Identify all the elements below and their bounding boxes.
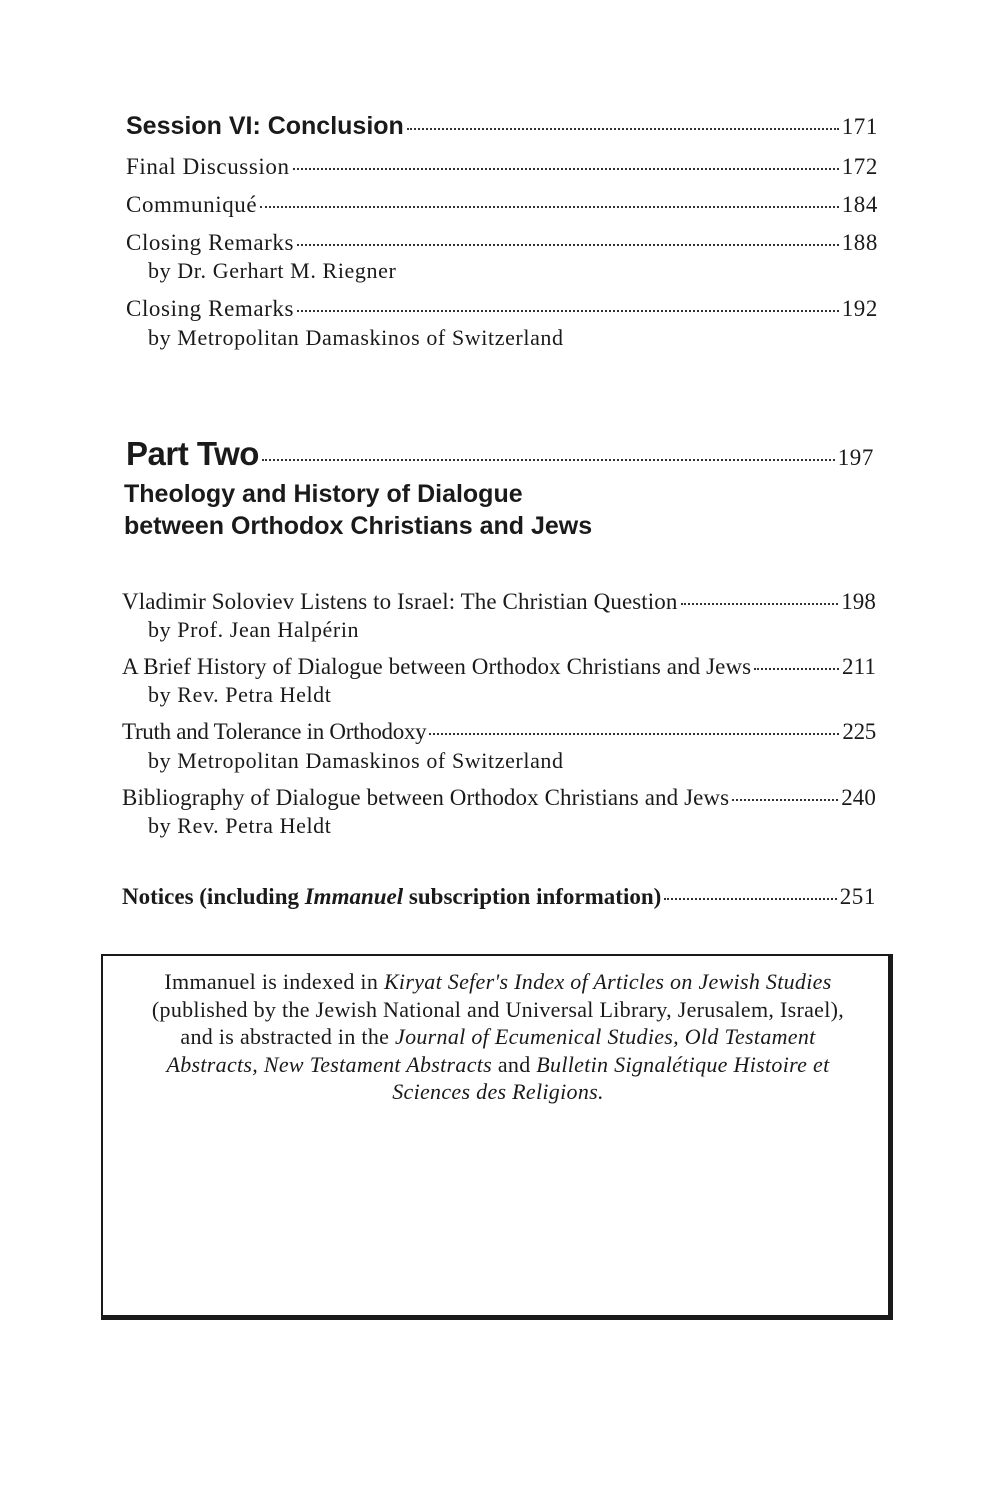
notice-text-italic: Kiryat Sefer's Index of Articles on Jewish Studies <box>383 969 832 994</box>
notice-text-part: (published by the Jewish National and Universal Library, Jerusalem, Israel), and is abstracted in the <box>151 996 845 1049</box>
page-number: 188 <box>841 230 878 255</box>
page-number: 192 <box>841 296 878 321</box>
page-number: 197 <box>837 445 874 470</box>
toc-entry[interactable] <box>126 154 878 180</box>
page-number: 198 <box>841 589 876 614</box>
indexing-notice-box <box>101 954 893 1320</box>
dot-leader <box>260 206 838 208</box>
notices-title <box>122 884 661 910</box>
indexing-notice-text <box>143 968 853 1106</box>
entry-author: by Rev. Petra Heldt <box>148 682 332 707</box>
part-subtitle-line-2: between Orthodox Christians and Jews <box>124 512 593 540</box>
toc-entry[interactable] <box>122 785 876 811</box>
entry-title: Closing Remarks <box>126 296 295 321</box>
page-number: 211 <box>842 654 876 679</box>
toc-entry[interactable] <box>126 296 878 322</box>
toc-entry[interactable] <box>122 589 876 615</box>
toc-entry-part-two[interactable] <box>126 435 874 473</box>
page-number: 172 <box>841 154 878 179</box>
toc-entry[interactable] <box>126 230 878 256</box>
page-number: 251 <box>839 884 876 909</box>
dot-leader <box>664 898 836 900</box>
notice-text-part: Immanuel is indexed in <box>164 969 384 994</box>
toc-entry[interactable] <box>126 192 878 218</box>
entry-title: Closing Remarks <box>126 230 295 255</box>
toc-entry[interactable] <box>122 654 876 680</box>
page-number: 240 <box>841 785 876 810</box>
notice-text-italic: Bulletin Signalétique Histoire et Sciences des Religions. <box>392 1051 830 1104</box>
toc-entry[interactable] <box>122 719 876 745</box>
notices-title-journal: Immanuel <box>304 884 404 909</box>
entry-title: Truth and Tolerance in Orthodoxy <box>122 719 427 744</box>
dot-leader <box>297 244 839 246</box>
notice-text-italic: Journal of Ecumenical Studies, Old Testament Abstracts, New Testament Abstracts <box>166 1024 816 1077</box>
toc-entry-notices[interactable] <box>122 884 876 910</box>
entry-author: by Rev. Petra Heldt <box>148 813 332 838</box>
entry-author: by Dr. Gerhart M. Riegner <box>148 258 397 283</box>
entry-author: by Prof. Jean Halpérin <box>148 617 360 642</box>
entry-title: A Brief History of Dialogue between Orthodox Christians and Jews <box>122 654 752 679</box>
page-number: 171 <box>841 114 878 139</box>
notices-title-suffix: subscription information) <box>403 884 662 909</box>
notice-text-part: and <box>492 1051 537 1077</box>
entry-author: by Metropolitan Damaskinos of Switzerland <box>148 748 564 773</box>
dot-leader <box>293 168 839 170</box>
part-title: Part Two <box>126 435 259 472</box>
toc-entry-session-vi[interactable] <box>126 112 878 141</box>
dot-leader <box>429 733 839 735</box>
entry-title: Final Discussion <box>126 154 290 179</box>
dot-leader <box>681 603 839 605</box>
entry-title: Communiqué <box>126 192 258 217</box>
dot-leader <box>262 459 835 461</box>
entry-title: Vladimir Soloviev Listens to Israel: The Christian Question <box>122 589 678 614</box>
session-title: Session VI: Conclusion <box>126 112 404 140</box>
dot-leader <box>407 128 839 130</box>
page-number: 184 <box>841 192 878 217</box>
dot-leader <box>732 799 838 801</box>
entry-title: Bibliography of Dialogue between Orthodox Christians and Jews <box>122 785 730 810</box>
part-subtitle-line-1: Theology and History of Dialogue <box>124 480 523 508</box>
dot-leader <box>754 668 839 670</box>
dot-leader <box>297 310 839 312</box>
notices-title-prefix: Notices (including <box>122 884 305 909</box>
page-number: 225 <box>842 719 876 744</box>
entry-author: by Metropolitan Damaskinos of Switzerland <box>148 325 564 350</box>
